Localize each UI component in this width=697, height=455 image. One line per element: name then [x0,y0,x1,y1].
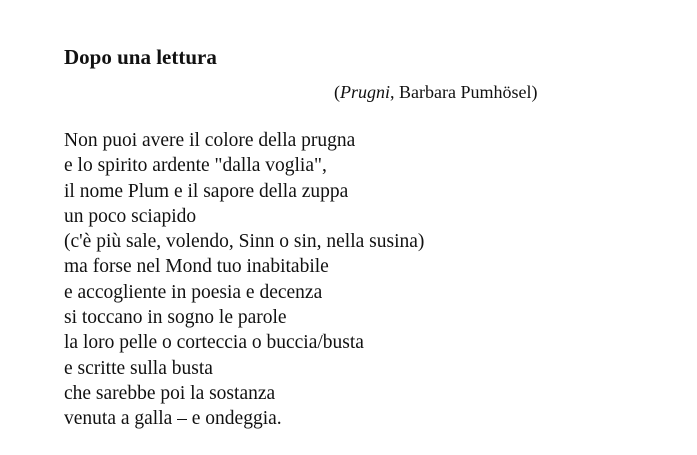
poem-line: Non puoi avere il colore della prugna [64,130,356,151]
source-close-paren: ) [531,82,538,102]
poem-line: e lo spirito ardente "dalla voglia", [64,155,327,177]
poem-line: un poco sciapido [64,205,197,227]
poem-source [334,81,537,103]
poem-line: si toccano in sogno le parole [64,307,287,329]
poem-line: il nome Plum e il sapore della zuppa [64,180,349,202]
poem-line: e accogliente in poesia e decenza [64,281,323,303]
source-work-title: Prugni [340,82,391,102]
poem-title: Dopo una lettura [64,45,217,69]
poem-body [64,128,424,432]
source-open-paren: ( [334,82,340,102]
poem-line: e scritte sulla busta [64,357,213,379]
poem-line: ma forse nel Mond tuo inabitabile [64,256,329,278]
poem-line: che sarebbe poi la sostanza [64,382,276,404]
poem-line: venuta a galla – e ondeggia. [64,408,282,430]
poem-line: (c'è più sale, volendo, Sinn o sin, nella susina) [64,231,425,253]
poem-line: la loro pelle o corteccia o buccia/busta [64,332,364,354]
source-author: , Barbara Pumhösel [390,82,532,102]
